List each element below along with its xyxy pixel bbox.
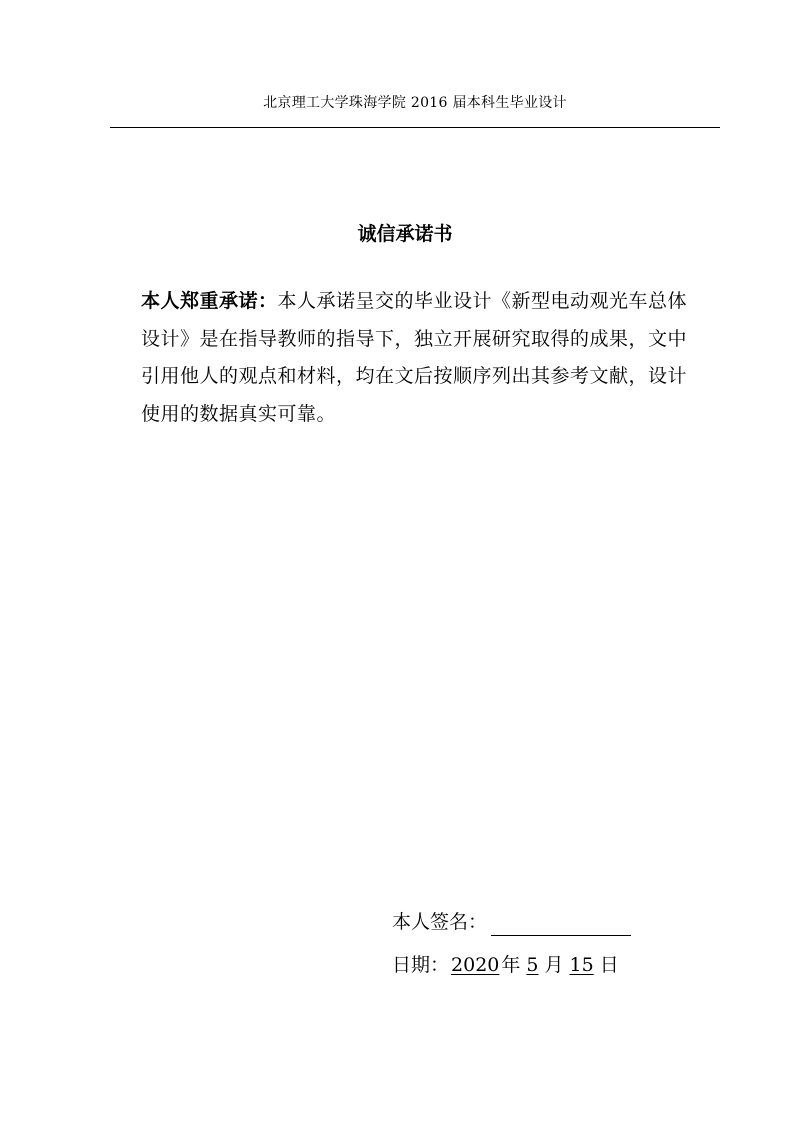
- header-divider: [110, 127, 720, 128]
- signature-line: [491, 913, 631, 936]
- date-year-suffix: 年: [501, 954, 521, 976]
- header-text: 北京理工大学珠海学院 2016 届本科生毕业设计: [263, 95, 567, 111]
- date-year: 2020: [451, 954, 500, 976]
- date-day-suffix: 日: [599, 954, 619, 976]
- pledge-lead: 本人郑重承诺：: [141, 290, 278, 312]
- date-month: 5: [526, 954, 539, 976]
- date-month-suffix: 月: [544, 954, 564, 976]
- date-day: 15: [569, 954, 594, 976]
- date-row: [392, 951, 619, 979]
- document-title: 诚信承诺书: [357, 223, 453, 245]
- signature-row: [392, 908, 631, 936]
- date-label: 日期：: [392, 954, 450, 976]
- signature-label: 本人签名：: [392, 911, 488, 933]
- pledge-body: 本人承诺呈交的毕业设计《新型电动观光车总体设计》是在指导教师的指导下，独立开展研究取得的成果，文中引用他人的观点和材料，均在文后按顺序列出其参考文献，设计使用的数据真实可靠。: [141, 290, 688, 425]
- pledge-paragraph: [141, 283, 697, 433]
